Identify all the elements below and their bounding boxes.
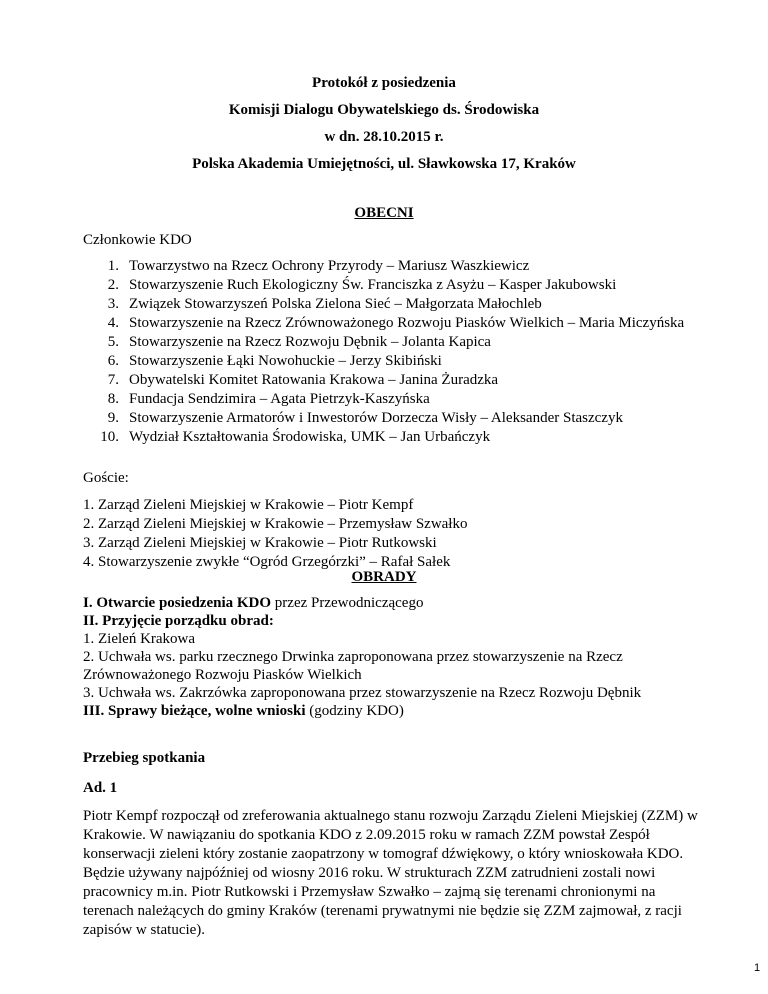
agenda-subitem: Zrównoważonego Rozwoju Piasków Wielkich [83,667,362,683]
title-location: Polska Akademia Umiejętności, ul. Sławkowska 17, Kraków [192,156,576,172]
section-heading-przebieg: Przebieg spotkania [83,750,206,766]
list-item: 4. Stowarzyszenie na Rzecz Zrównoważonego Rozwoju Piasków Wielkich – Maria Miczyńska [107,315,685,331]
list-item: 4. Stowarzyszenie zwykłe “Ogród Grzegórzki” – Rafał Sałek [83,554,451,570]
guests-label: Goście: [83,470,129,486]
agenda-subitem: 3. Uchwała ws. Zakrzówka zaproponowana przez stowarzyszenie na Rzecz Rozwoju Dębnik [83,685,642,701]
title-line-1: Protokół z posiedzenia [312,75,456,91]
list-item: 1. Towarzystwo na Rzecz Ochrony Przyrody – Mariusz Waszkiewicz [107,258,530,274]
title-line-2: Komisji Dialogu Obywatelskiego ds. Środowiska [228,102,540,118]
list-item: 2. Zarząd Zieleni Miejskiej w Krakowie – Przemysław Szwałko [83,516,468,532]
list-item: 7. Obywatelski Komitet Ratowania Krakowa – Janina Żuradzka [107,372,499,388]
list-item: 5. Stowarzyszenie na Rzecz Rozwoju Dębnik – Jolanta Kapica [107,334,491,350]
list-item: 9. Stowarzyszenie Armatorów i Inwestorów Dorzecza Wisły – Aleksander Staszczyk [107,410,623,426]
agenda-item-1: I. Otwarcie posiedzenia KDO przez Przewodniczącego [83,595,424,611]
section-heading-obrady: OBRADY [351,569,417,585]
ad-1-heading: Ad. 1 [83,780,118,796]
list-item: 3. Związek Stowarzyszeń Polska Zielona Sieć – Małgorzata Małochleb [107,296,542,312]
page-number: 1 [754,962,761,974]
agenda-item-3: III. Sprawy bieżące, wolne wnioski (godziny KDO) [83,703,404,719]
list-item: 2. Stowarzyszenie Ruch Ekologiczny Św. Franciszka z Asyżu – Kasper Jakubowski [107,277,617,293]
list-item: 8. Fundacja Sendzimira – Agata Pietrzyk-Kaszyńska [107,391,430,407]
list-item: 6. Stowarzyszenie Łąki Nowohuckie – Jerzy Skibiński [107,353,442,369]
section-heading-obecni: OBECNI [354,205,414,221]
list-item: 1. Zarząd Zieleni Miejskiej w Krakowie – Piotr Kempf [83,497,414,513]
list-item: 10. Wydział Kształtowania Środowiska, UMK – Jan Urbańczyk [100,429,491,445]
list-item: 3. Zarząd Zieleni Miejskiej w Krakowie – Piotr Rutkowski [83,535,437,551]
ad-1-paragraph: Piotr Kempf rozpoczął od zreferowania aktualnego stanu rozwoju Zarządu Zieleni Miejskiej (ZZM) w Krakowie. W nawiązaniu do spotkania KDO z 2.09.2015 roku w ramach ZZM powstał Zespół konserwacji zieleni który zostanie zaopatrzony w tomograf dźwiękowy, o który wnioskowała KDO. Będzie używany najpóźniej od wiosny 2016 roku. W strukturach ZZM zatrudnieni zostali nowi pracownicy m.in. Piotr Rutkowski i Przemysław Szwałko – zajmą się terenami chronionymi na terenach należących do gminy Kraków (terenami prywatnymi nie będzie się ZZM zajmował, z racji zapisów w statucie). [83,808,698,938]
agenda-item-2: II. Przyjęcie porządku obrad: [83,613,274,629]
agenda-subitem: 1. Zieleń Krakowa [83,631,196,647]
members-label: Członkowie KDO [83,232,192,248]
title-date: w dn. 28.10.2015 r. [324,129,444,145]
agenda-subitem: 2. Uchwała ws. parku rzecznego Drwinka zaproponowana przez stowarzyszenie na Rzecz [83,649,623,665]
